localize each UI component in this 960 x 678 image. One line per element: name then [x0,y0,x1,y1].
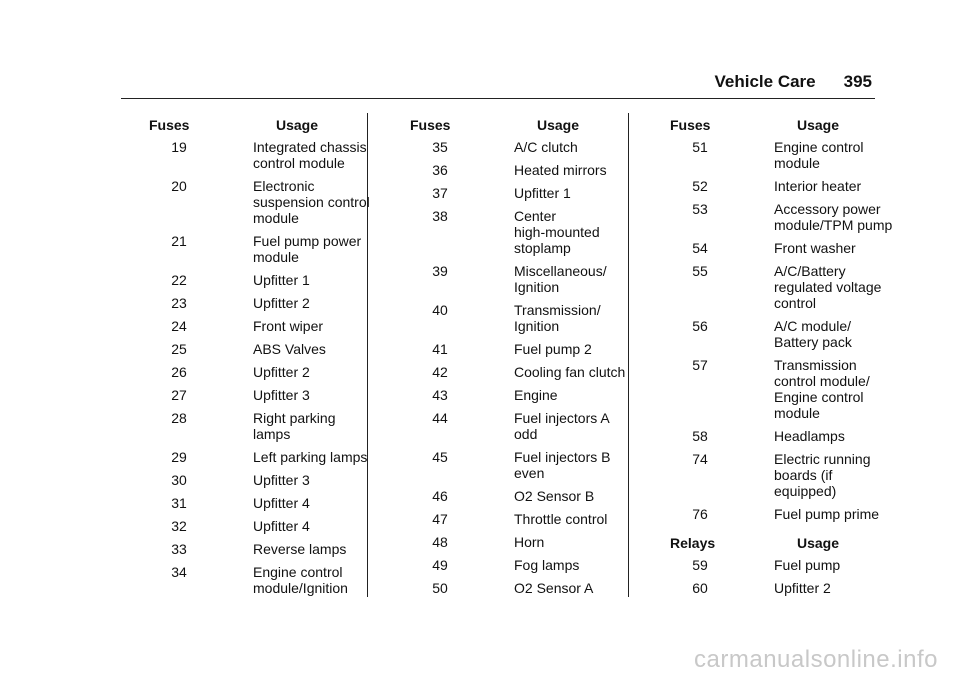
fuse-number: 51 [692,139,708,155]
usage-line: module/Ignition [253,580,348,596]
usage-line: Engine [514,387,558,403]
usage-line: Engine control [774,389,864,405]
fuse-number: 27 [171,387,187,403]
usage-line: Throttle control [514,511,608,527]
usage-line: stoplamp [514,240,571,256]
fuse-number: 39 [432,263,448,279]
fuse-number: 60 [692,580,708,596]
usage-line: odd [514,426,538,442]
usage-line: Upfitter 3 [253,472,310,488]
fuse-number: 23 [171,295,187,311]
fuse-usage [470,139,649,155]
table-row [149,472,388,488]
fuse-number: 40 [432,302,448,318]
fuse-usage [730,451,909,499]
fuse-number: 24 [171,318,187,334]
fuse-usage [209,495,388,511]
fuse-header: Fuses [149,117,190,133]
fuse-number: 21 [171,233,187,249]
fuse-number: 35 [432,139,448,155]
fuse-number: 49 [432,557,448,573]
usage-line: Transmission [774,357,857,373]
fuse-number: 47 [432,511,448,527]
usage-line: Interior heater [774,178,862,194]
usage-line: Upfitter 2 [774,580,831,596]
usage-line: even [514,465,545,481]
usage-line: Upfitter 4 [253,518,310,534]
usage-line: Battery pack [774,334,852,350]
fuse-column-1 [149,117,388,603]
usage-line: control module [253,155,345,171]
fuse-number: 19 [171,139,187,155]
table-row [149,233,388,265]
usage-line: Right parking [253,410,336,426]
usage-line: Left parking lamps [253,449,368,465]
fuse-number: 38 [432,208,448,224]
fuse-usage [209,449,388,465]
table-row [410,208,649,256]
usage-line: Miscellaneous/ [514,263,607,279]
fuse-usage [470,557,649,573]
fuse-usage [730,240,909,256]
fuse-usage [730,580,909,596]
fuse-header: Fuses [670,117,711,133]
table-row [670,178,909,194]
fuse-usage [470,185,649,201]
fuse-header: Fuses [410,117,451,133]
fuse-number: 58 [692,428,708,444]
table-row [149,387,388,403]
table-row [410,511,649,527]
usage-line: Upfitter 3 [253,387,310,403]
usage-header: Usage [536,117,580,133]
table-row [149,295,388,311]
table-row [410,263,649,295]
table-row [410,557,649,573]
fuse-usage [470,387,649,403]
fuse-usage [730,357,909,421]
fuse-column-2 [410,117,649,603]
usage-line: Front wiper [253,318,324,334]
usage-line: Headlamps [774,428,845,444]
usage-line: ABS Valves [253,341,326,357]
table-row [670,318,909,350]
table-row [410,364,649,380]
table-row [149,564,388,596]
usage-line: high-mounted [514,224,600,240]
column-header [670,535,909,551]
table-row [670,557,909,573]
fuse-number: 29 [171,449,187,465]
fuse-number: 52 [692,178,708,194]
usage-line: Fuel injectors A [514,410,610,426]
fuse-number: 42 [432,364,448,380]
usage-line: Fuel pump 2 [514,341,592,357]
usage-line: Upfitter 2 [253,295,310,311]
usage-line: Ignition [514,318,560,334]
table-row [410,185,649,201]
table-row [149,541,388,557]
table-row [410,302,649,334]
table-row [410,534,649,550]
usage-line: O2 Sensor B [514,488,595,504]
fuse-usage [209,541,388,557]
usage-line: module [253,249,299,265]
usage-line: Reverse lamps [253,541,347,557]
fuse-usage [209,272,388,288]
fuse-usage [470,511,649,527]
fuse-number: 54 [692,240,708,256]
table-row [149,518,388,534]
fuse-usage [730,557,909,573]
usage-line: A/C/Battery [774,263,846,279]
fuse-number: 22 [171,272,187,288]
usage-line: Front washer [774,240,856,256]
fuse-number: 34 [171,564,187,580]
fuse-usage [470,534,649,550]
table-row [410,580,649,596]
usage-line: lamps [253,426,291,442]
usage-line: Upfitter 1 [514,185,571,201]
usage-header: Usage [275,117,319,133]
table-row [670,451,909,499]
usage-line: control [774,295,817,311]
column-header [670,117,909,133]
usage-line: Electric running [774,451,871,467]
fuse-number: 25 [171,341,187,357]
fuse-usage [470,302,649,334]
table-row [149,495,388,511]
fuse-usage [209,564,388,596]
fuse-number: 31 [171,495,187,511]
fuse-number: 41 [432,341,448,357]
fuse-usage [470,580,649,596]
usage-line: Fuel pump [774,557,841,573]
table-row [670,201,909,233]
fuse-usage [730,506,909,522]
fuse-usage [209,233,388,265]
usage-line: control module/ [774,373,870,389]
usage-line: Accessory power [774,201,881,217]
usage-line: A/C clutch [514,139,578,155]
fuse-number: 20 [171,178,187,194]
fuse-usage [730,318,909,350]
watermark: carmanualsonline.info [694,646,938,673]
fuse-number: 57 [692,357,708,373]
table-row [670,428,909,444]
fuse-number: 26 [171,364,187,380]
fuse-usage [470,341,649,357]
fuse-number: 50 [432,580,448,596]
usage-line: Fuel pump prime [774,506,880,522]
table-row [410,488,649,504]
fuse-number: 74 [692,451,708,467]
usage-header: Usage [796,117,840,133]
usage-line: suspension control [253,194,370,210]
usage-line: Fog lamps [514,557,580,573]
fuse-usage [730,263,909,311]
usage-line: Heated mirrors [514,162,607,178]
fuse-usage [470,208,649,256]
table-row [149,410,388,442]
table-row [410,139,649,155]
table-row [149,364,388,380]
usage-line: A/C module/ [774,318,852,334]
fuse-number: 48 [432,534,448,550]
fuse-usage [730,201,909,233]
fuse-usage [209,472,388,488]
column-header [149,117,388,133]
fuse-number: 28 [171,410,187,426]
usage-line: Electronic [253,178,315,194]
table-row [410,162,649,178]
fuse-usage [209,295,388,311]
usage-line: Upfitter 2 [253,364,310,380]
fuse-number: 37 [432,185,448,201]
fuse-usage [730,139,909,171]
fuse-usage [209,364,388,380]
usage-line: boards (if [774,467,833,483]
usage-line: Integrated chassis [253,139,367,155]
table-row [670,580,909,596]
fuse-usage [470,364,649,380]
usage-line: regulated voltage [774,279,882,295]
header-rule [121,98,875,99]
usage-line: module [253,210,299,226]
page-number: 395 [843,72,872,91]
usage-line: module [774,155,820,171]
table-row [670,240,909,256]
usage-line: Upfitter 1 [253,272,310,288]
fuse-number: 36 [432,162,448,178]
usage-line: Ignition [514,279,560,295]
table-row [410,387,649,403]
table-row [149,272,388,288]
fuse-usage [209,410,388,442]
table-row [410,410,649,442]
usage-line: Transmission/ [514,302,601,318]
usage-line: Engine control [774,139,864,155]
fuse-number: 45 [432,449,448,465]
fuse-number: 32 [171,518,187,534]
usage-line: Fuel pump power [253,233,362,249]
fuse-column-3 [670,117,909,603]
table-row [149,139,388,171]
usage-line: module [774,405,820,421]
fuse-number: 33 [171,541,187,557]
fuse-number: 44 [432,410,448,426]
fuse-number: 55 [692,263,708,279]
usage-line: Fuel injectors B [514,449,611,465]
column-header [410,117,649,133]
table-row [670,506,909,522]
table-row [670,263,909,311]
fuse-usage [470,488,649,504]
fuse-usage [470,162,649,178]
fuse-usage [209,139,388,171]
fuse-usage [470,410,649,442]
table-row [410,449,649,481]
fuse-usage [209,387,388,403]
fuse-number: 56 [692,318,708,334]
fuse-usage [209,518,388,534]
usage-line: equipped) [774,483,837,499]
fuse-number: 30 [171,472,187,488]
fuse-usage [209,341,388,357]
usage-line: Center [514,208,557,224]
section-title: Vehicle Care [714,72,816,91]
fuse-usage [730,428,909,444]
usage-line: Engine control [253,564,343,580]
table-row [670,139,909,171]
table-row [410,341,649,357]
fuse-header: Relays [670,535,716,551]
table-row [149,449,388,465]
table-row [149,318,388,334]
fuse-usage [470,449,649,481]
fuse-number: 76 [692,506,708,522]
usage-line: O2 Sensor A [514,580,594,596]
fuse-usage [209,318,388,334]
fuse-number: 53 [692,201,708,217]
fuse-number: 59 [692,557,708,573]
usage-line: Horn [514,534,545,550]
usage-line: module/TPM pump [774,217,893,233]
page-header [715,72,873,92]
fuse-usage [470,263,649,295]
table-row [149,341,388,357]
fuse-usage [209,178,388,226]
table-row [149,178,388,226]
usage-line: Cooling fan clutch [514,364,626,380]
fuse-number: 43 [432,387,448,403]
usage-header: Usage [796,535,840,551]
fuse-usage [730,178,909,194]
usage-line: Upfitter 4 [253,495,310,511]
fuse-number: 46 [432,488,448,504]
table-row [670,357,909,421]
